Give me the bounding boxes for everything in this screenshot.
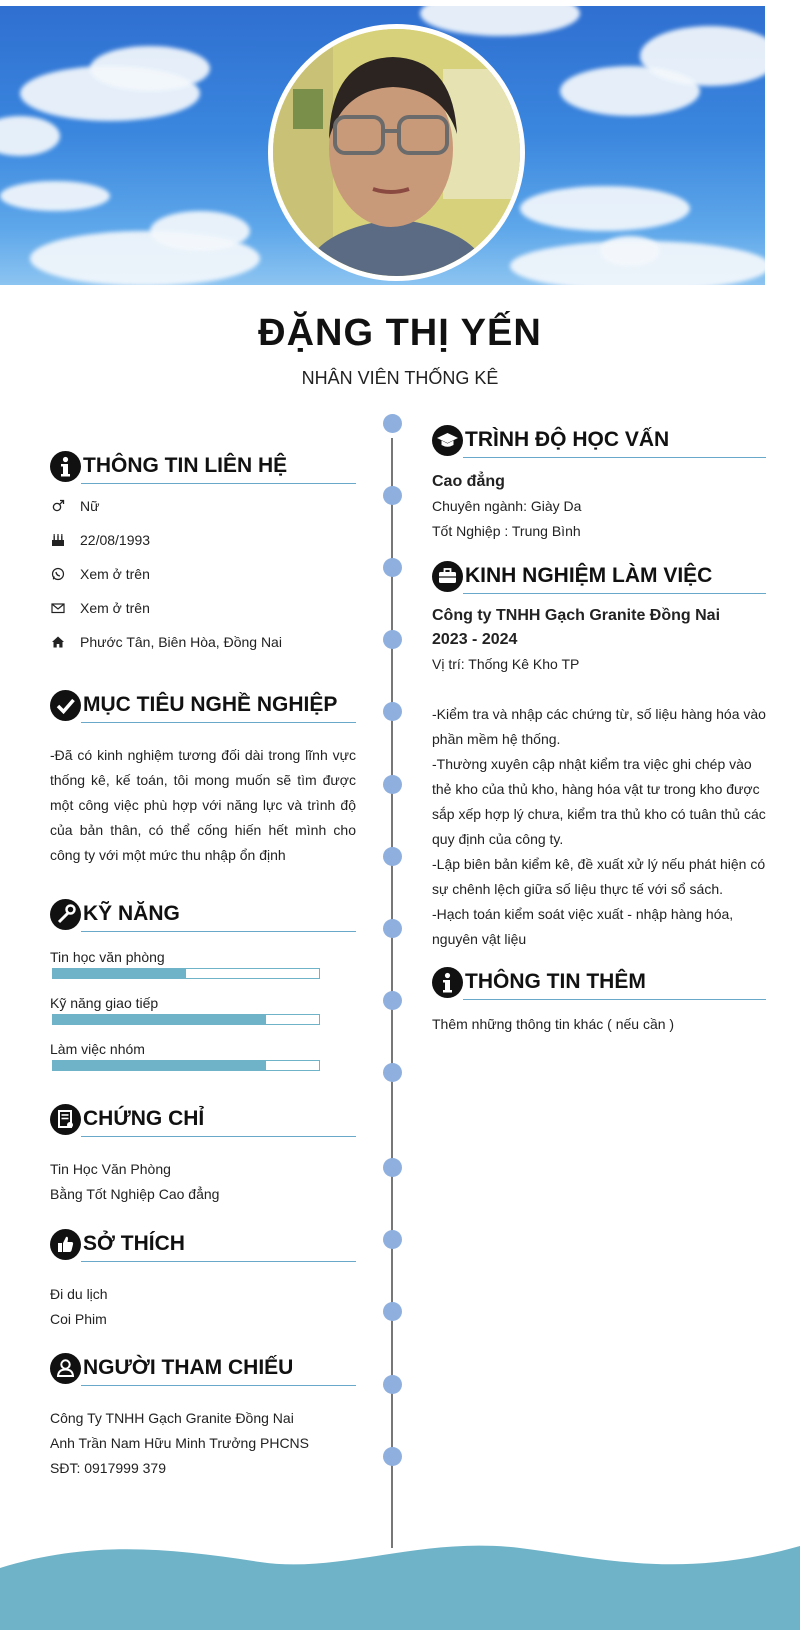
home-icon: [50, 635, 80, 649]
section-title: KINH NGHIỆM LÀM VIỆC: [465, 564, 713, 587]
section-title: THÔNG TIN THÊM: [465, 970, 646, 993]
briefcase-icon: [432, 561, 463, 592]
experience-duty: -Thường xuyên cập nhật kiểm tra việc ghi chép vào thẻ kho của thủ kho, hàng hóa vật tư trong kho được sắp xếp hợp lý chưa, kiểm tra thủ kho có tuân thủ các quy định của công ty.: [432, 756, 766, 847]
section-divider: [81, 1261, 356, 1262]
hobbies-section: [50, 1227, 356, 1332]
whatsapp-icon: [50, 567, 80, 581]
experience-duty: -Kiểm tra và nhập các chứng từ, số liệu hàng hóa vào phần mềm hệ thống.: [432, 706, 766, 747]
phone-row: [50, 557, 356, 591]
section-divider: [81, 722, 356, 723]
section-title: THÔNG TIN LIÊN HỆ: [83, 454, 288, 477]
hobby-item: Đi du lịch: [50, 1286, 108, 1302]
objective-text: -Đã có kinh nghiệm tương đối dài trong lĩnh vực thống kê, kế toán, tôi mong muốn sẽ tìm được một công việc phù hợp với năng lực và trình độ của bản thân, có thể cống hiến hết mình cho công ty với một mức thu nhập ổn định: [50, 747, 356, 863]
birthday-cake-icon: [50, 533, 80, 547]
experience-position: Vị trí: Thống Kê Kho TP: [432, 656, 580, 672]
experience-section: [432, 559, 766, 952]
additional-info-section: [432, 965, 766, 1037]
gender-row: [50, 489, 356, 523]
certificate-item: Bằng Tốt Nghiệp Cao đẳng: [50, 1186, 220, 1202]
skill-bar-fill: [53, 1061, 266, 1070]
gender-icon: [50, 499, 80, 513]
additional-info-text: Thêm những thông tin khác ( nếu cần ): [432, 1016, 675, 1032]
timeline-dot: [383, 1158, 402, 1177]
info-icon: [50, 451, 81, 482]
timeline-dot: [383, 702, 402, 721]
email-row: [50, 591, 356, 625]
section-title: MỤC TIÊU NGHỀ NGHIỆP: [83, 693, 338, 716]
skill-item: [50, 1038, 356, 1084]
education-level: Cao đẳng: [432, 473, 505, 490]
footer-wave: [0, 1540, 800, 1630]
section-title: SỞ THÍCH: [83, 1232, 185, 1255]
hobby-item: Coi Phim: [50, 1311, 107, 1327]
section-divider: [81, 483, 356, 484]
skill-label: Kỹ năng giao tiếp: [50, 995, 159, 1011]
wrench-icon: [50, 899, 81, 930]
timeline-dot: [383, 630, 402, 649]
job-title: NHÂN VIÊN THỐNG KÊ: [301, 368, 499, 388]
certificates-section: [50, 1102, 356, 1207]
timeline-dot: [383, 847, 402, 866]
reference-line: Công Ty TNHH Gạch Granite Đồng Nai: [50, 1410, 294, 1426]
skill-item: [50, 946, 356, 992]
skill-bar-fill: [53, 1015, 266, 1024]
timeline-dot: [383, 1375, 402, 1394]
address-value: Phước Tân, Biên Hòa, Đồng Nai: [80, 634, 282, 650]
gender-value: Nữ: [80, 498, 100, 514]
timeline-dot: [383, 1447, 402, 1466]
skill-label: Làm việc nhóm: [50, 1041, 145, 1057]
timeline-dot: [383, 991, 402, 1010]
address-row: [50, 625, 356, 659]
skill-bar: [52, 1060, 320, 1071]
skill-label: Tin học văn phòng: [50, 949, 165, 965]
experience-period: 2023 - 2024: [432, 631, 518, 648]
section-title: CHỨNG CHỈ: [83, 1107, 205, 1130]
experience-duty: -Lập biên bản kiểm kê, đề xuất xử lý nếu phát hiện có sự chênh lệch giữa số liệu thực tế với sổ sách.: [432, 856, 766, 897]
header-banner: [0, 6, 765, 285]
skill-bar-fill: [53, 969, 186, 978]
birthday-value: 22/08/1993: [80, 532, 151, 548]
timeline-dot: [383, 1230, 402, 1249]
certificate-item: Tin Học Văn Phòng: [50, 1161, 171, 1177]
skill-item: [50, 992, 356, 1038]
graduation-cap-icon: [432, 425, 463, 456]
experience-duty: -Hạch toán kiểm soát việc xuất - nhập hàng hóa, nguyên vật liệu: [432, 906, 734, 947]
timeline-dot: [383, 775, 402, 794]
timeline-dot: [383, 414, 402, 433]
education-grade: Tốt Nghiệp : Trung Bình: [432, 523, 581, 539]
profile-photo: [268, 24, 525, 281]
section-divider: [81, 1136, 356, 1137]
skill-bar: [52, 968, 320, 979]
thumbs-up-icon: [50, 1229, 81, 1260]
section-divider: [463, 457, 766, 458]
birthday-row: [50, 523, 356, 557]
phone-value: Xem ở trên: [80, 566, 150, 582]
timeline-dot: [383, 486, 402, 505]
email-value: Xem ở trên: [80, 600, 150, 616]
checkmark-icon: [50, 690, 81, 721]
timeline-dot: [383, 558, 402, 577]
timeline-dot: [383, 1302, 402, 1321]
contact-section: [50, 449, 356, 659]
timeline-dot: [383, 919, 402, 938]
info-icon: [432, 967, 463, 998]
section-divider: [463, 999, 766, 1000]
section-title: TRÌNH ĐỘ HỌC VẤN: [465, 428, 670, 451]
skills-section: [50, 897, 356, 1084]
experience-company: Công ty TNHH Gạch Granite Đồng Nai: [432, 607, 721, 624]
section-divider: [81, 1385, 356, 1386]
education-section: [432, 423, 766, 544]
skill-bar: [52, 1014, 320, 1025]
timeline-dot: [383, 1063, 402, 1082]
section-divider: [463, 593, 766, 594]
certificate-icon: [50, 1104, 81, 1135]
envelope-icon: [50, 601, 80, 615]
candidate-name: ĐẶNG THỊ YẾN: [258, 312, 542, 354]
references-section: [50, 1351, 356, 1481]
reference-line: SĐT: 0917999 379: [50, 1460, 166, 1476]
reference-line: Anh Trần Nam Hữu Minh Trưởng PHCNS: [50, 1435, 310, 1451]
education-major: Chuyên ngành: Giày Da: [432, 498, 582, 514]
section-divider: [81, 931, 356, 932]
section-title: KỸ NĂNG: [83, 902, 180, 925]
person-icon: [50, 1353, 81, 1384]
objective-section: [50, 688, 356, 868]
section-title: NGƯỜI THAM CHIẾU: [83, 1356, 294, 1379]
